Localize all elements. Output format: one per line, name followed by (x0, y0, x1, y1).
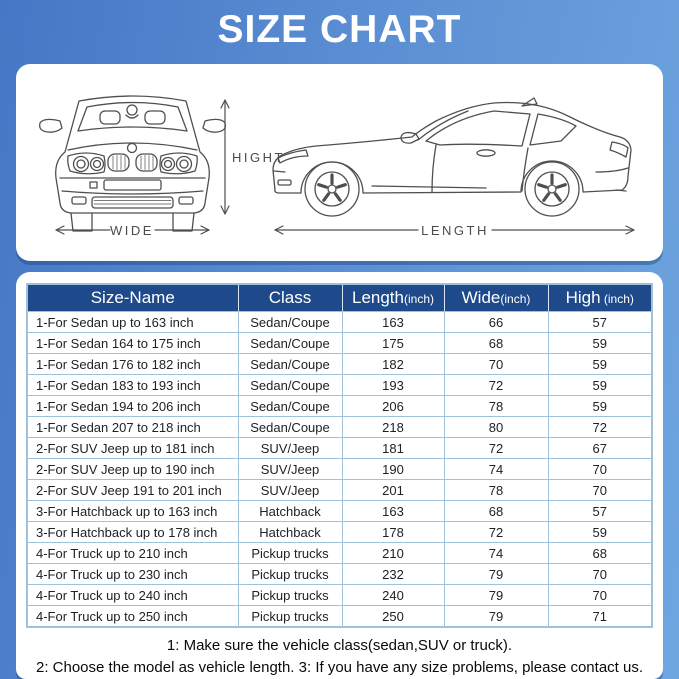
car-diagram-panel (16, 64, 663, 261)
size-table-row (27, 333, 652, 354)
size-table-row (27, 480, 652, 501)
cell-wide: 79 (444, 585, 548, 606)
cell-class: Sedan/Coupe (238, 312, 342, 333)
cell-size-name: 1-For Sedan 207 to 218 inch (27, 417, 238, 438)
cell-high: 59 (548, 396, 652, 417)
cell-high: 59 (548, 333, 652, 354)
cell-class: Pickup trucks (238, 543, 342, 564)
cell-length: 210 (342, 543, 444, 564)
cell-class: Sedan/Coupe (238, 333, 342, 354)
cell-high: 59 (548, 522, 652, 543)
cell-wide: 74 (444, 459, 548, 480)
cell-size-name: 1-For Sedan up to 163 inch (27, 312, 238, 333)
cell-class: Sedan/Coupe (238, 375, 342, 396)
cell-length: 250 (342, 606, 444, 628)
size-table-row (27, 354, 652, 375)
cell-class: Hatchback (238, 522, 342, 543)
cell-size-name: 3-For Hatchback up to 163 inch (27, 501, 238, 522)
cell-wide: 78 (444, 396, 548, 417)
size-table (26, 283, 653, 628)
footnote-line-2: 2: Choose the model as vehicle length. 3: If you have any size problems, please contact us. (35, 659, 644, 676)
cell-size-name: 4-For Truck up to 250 inch (27, 606, 238, 628)
cell-length: 232 (342, 564, 444, 585)
width-label: WIDE (110, 223, 154, 238)
cell-length: 218 (342, 417, 444, 438)
header-class: Class (238, 284, 342, 312)
cell-high: 70 (548, 480, 652, 501)
cell-wide: 66 (444, 312, 548, 333)
car-front-view-drawing (40, 96, 226, 231)
cell-wide: 68 (444, 501, 548, 522)
size-table-row (27, 501, 652, 522)
cell-high: 67 (548, 438, 652, 459)
cell-class: SUV/Jeep (238, 480, 342, 501)
cell-class: Pickup trucks (238, 585, 342, 606)
cell-length: 178 (342, 522, 444, 543)
cell-size-name: 1-For Sedan 194 to 206 inch (27, 396, 238, 417)
cell-wide: 74 (444, 543, 548, 564)
page-title: SIZE CHART (217, 8, 462, 51)
cell-size-name: 2-For SUV Jeep 191 to 201 inch (27, 480, 238, 501)
cell-wide: 78 (444, 480, 548, 501)
cell-length: 201 (342, 480, 444, 501)
cell-wide: 72 (444, 438, 548, 459)
length-label: LENGTH (421, 223, 489, 238)
car-dimension-diagram (16, 64, 663, 261)
size-table-header-row (27, 284, 652, 312)
size-table-row (27, 606, 652, 628)
size-table-row (27, 438, 652, 459)
cell-size-name: 1-For Sedan 164 to 175 inch (27, 333, 238, 354)
size-table-row (27, 459, 652, 480)
header-high: High (inch) (548, 284, 652, 312)
height-dimension-arrow (221, 100, 229, 214)
cell-high: 70 (548, 564, 652, 585)
footnote-line-1: 1: Make sure the vehicle class(sedan,SUV or truck). (166, 637, 513, 654)
cell-length: 190 (342, 459, 444, 480)
cell-high: 70 (548, 585, 652, 606)
size-table-row (27, 543, 652, 564)
car-side-view-drawing (273, 98, 631, 216)
cell-class: Sedan/Coupe (238, 417, 342, 438)
cell-size-name: 4-For Truck up to 230 inch (27, 564, 238, 585)
cell-size-name: 4-For Truck up to 240 inch (27, 585, 238, 606)
cell-size-name: 3-For Hatchback up to 178 inch (27, 522, 238, 543)
cell-length: 175 (342, 333, 444, 354)
cell-class: Sedan/Coupe (238, 396, 342, 417)
cell-length: 182 (342, 354, 444, 375)
cell-high: 57 (548, 501, 652, 522)
cell-class: SUV/Jeep (238, 459, 342, 480)
header-length: Length(inch) (342, 284, 444, 312)
cell-wide: 79 (444, 606, 548, 628)
cell-length: 206 (342, 396, 444, 417)
cell-high: 57 (548, 312, 652, 333)
size-table-row (27, 564, 652, 585)
cell-length: 181 (342, 438, 444, 459)
cell-high: 59 (548, 375, 652, 396)
cell-high: 68 (548, 543, 652, 564)
cell-length: 193 (342, 375, 444, 396)
cell-size-name: 4-For Truck up to 210 inch (27, 543, 238, 564)
cell-high: 70 (548, 459, 652, 480)
cell-high: 72 (548, 417, 652, 438)
cell-wide: 72 (444, 375, 548, 396)
size-table-row (27, 522, 652, 543)
cell-wide: 68 (444, 333, 548, 354)
cell-length: 240 (342, 585, 444, 606)
size-table-row (27, 417, 652, 438)
cell-wide: 70 (444, 354, 548, 375)
cell-size-name: 1-For Sedan 176 to 182 inch (27, 354, 238, 375)
cell-class: Pickup trucks (238, 564, 342, 585)
size-table-row (27, 375, 652, 396)
cell-class: Pickup trucks (238, 606, 342, 628)
cell-size-name: 2-For SUV Jeep up to 181 inch (27, 438, 238, 459)
header-wide: Wide(inch) (444, 284, 548, 312)
cell-class: Hatchback (238, 501, 342, 522)
cell-class: SUV/Jeep (238, 438, 342, 459)
cell-class: Sedan/Coupe (238, 354, 342, 375)
cell-length: 163 (342, 501, 444, 522)
size-table-row (27, 585, 652, 606)
size-table-panel (16, 272, 663, 679)
cell-high: 71 (548, 606, 652, 628)
size-table-body (27, 312, 652, 628)
cell-wide: 72 (444, 522, 548, 543)
footnotes (16, 635, 663, 679)
cell-size-name: 2-For SUV Jeep up to 190 inch (27, 459, 238, 480)
size-table-row (27, 312, 652, 333)
cell-wide: 80 (444, 417, 548, 438)
height-label: HIGHT (232, 150, 285, 165)
cell-wide: 79 (444, 564, 548, 585)
size-table-row (27, 396, 652, 417)
cell-high: 59 (548, 354, 652, 375)
header-size-name: Size-Name (27, 284, 238, 312)
cell-length: 163 (342, 312, 444, 333)
cell-size-name: 1-For Sedan 183 to 193 inch (27, 375, 238, 396)
